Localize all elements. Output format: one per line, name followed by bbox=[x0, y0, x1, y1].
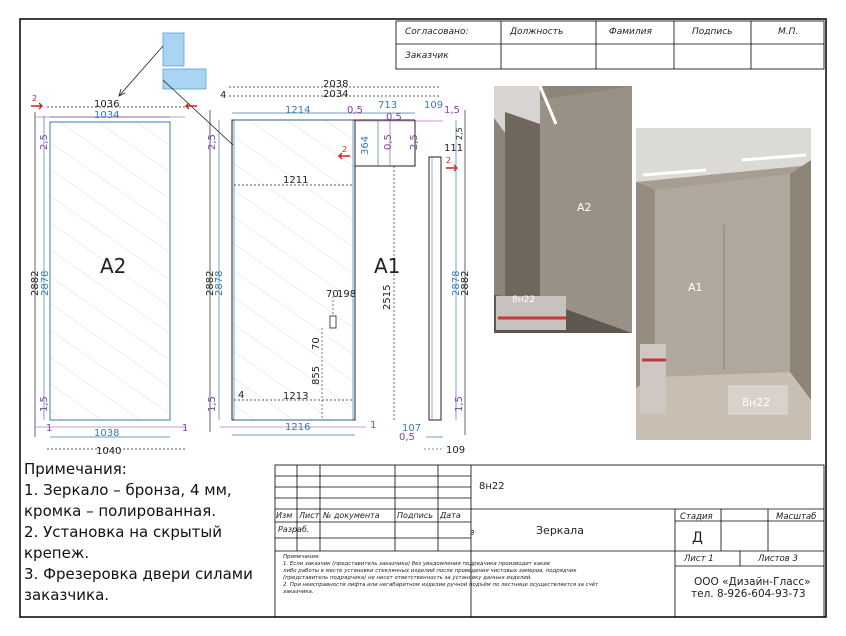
stage-label: Стадия bbox=[680, 512, 713, 522]
dim-a2-width-inner: 1034 bbox=[94, 110, 120, 121]
dim-a1-thickness-top: 4 bbox=[220, 90, 227, 101]
notes-line: 2. Установка на скрытый bbox=[24, 523, 223, 541]
dim-a2-width-bottom-inner: 1038 bbox=[94, 428, 120, 439]
company-phone: тел. 8-926-604-93-73 bbox=[691, 588, 806, 600]
approval-header-position: Должность bbox=[510, 27, 564, 37]
dim-a1-door-width-low: 1213 bbox=[283, 391, 309, 402]
developer-label: Разраб. bbox=[278, 525, 310, 534]
approval-customer-label: Заказчик bbox=[405, 51, 449, 61]
notes-line: 1. Зеркало – бронза, 4 мм, bbox=[24, 481, 232, 499]
dim-a1-door-height: 2515 bbox=[382, 284, 393, 310]
rev-header-signature: Подпись bbox=[397, 511, 433, 520]
dim-a1-gap-right: 0,5 bbox=[386, 112, 402, 123]
rev-header-date: Дата bbox=[440, 511, 461, 520]
notes-title: Примечания: bbox=[24, 460, 127, 478]
approval-header-signature: Подпись bbox=[692, 27, 733, 37]
dim-a1-hole-c: 70 bbox=[311, 337, 322, 350]
dim-side-gap-bottom: 1,5 bbox=[454, 396, 465, 412]
small-note-line: Примечания: bbox=[283, 554, 320, 560]
dim-a2-width-bottom-outer: 1040 bbox=[96, 446, 122, 457]
dim-side-height-inner: 2878 bbox=[451, 270, 462, 296]
dim-a1-thickness-bottom: 4 bbox=[238, 390, 245, 401]
dim-a2-gap-bottom: 1,5 bbox=[39, 396, 50, 412]
dim-side-bottom-width: 107 bbox=[402, 423, 422, 434]
approval-header-stamp: М.П. bbox=[778, 27, 799, 37]
dim-a1-hole-b: 198 bbox=[337, 289, 357, 300]
title-block-notes bbox=[283, 554, 673, 596]
dim-a1-height-inner: 2878 bbox=[214, 270, 225, 296]
dim-a2-small-right: 1 bbox=[182, 423, 189, 434]
notes-line: 3. Фрезеровка двери силами bbox=[24, 565, 253, 583]
dim-a1-right-width: 713 bbox=[378, 100, 398, 111]
small-note-line: 2. При неисправности лифта или негабаритном изделии ручной подъём по лестнице осуществляется за счёт bbox=[283, 582, 599, 588]
small-note-line: (представитель подрядчика) не несет ответственность за установку данных изделий. bbox=[283, 575, 532, 581]
rev-header-sheet: Лист bbox=[299, 511, 320, 520]
panel-a1-label: A1 bbox=[374, 254, 401, 278]
dim-a1-door-width-top: 1214 bbox=[285, 105, 311, 116]
small-note-line: 1. Если заказчик (представитель заказчика) без уведомления подрядчика производит какие bbox=[283, 561, 551, 567]
notes-line: заказчика. bbox=[24, 586, 110, 604]
photo-left bbox=[494, 86, 632, 333]
dim-a2-gap-top: 2,5 bbox=[39, 134, 50, 150]
dim-a1-gap-bottom: 1,5 bbox=[207, 396, 218, 412]
stage-value: Д bbox=[692, 530, 703, 546]
title-block-code: 8н22 bbox=[479, 481, 505, 492]
dim-a1-height-outer: 2882 bbox=[205, 270, 216, 296]
dim-a1-small-mark: 1 bbox=[370, 420, 377, 431]
dim-a2-height-outer: 2882 bbox=[30, 270, 41, 296]
dim-a1-hole-a: 70 bbox=[326, 289, 339, 300]
title-block-small-num: 3 bbox=[470, 529, 475, 537]
rev-header-change: Изм bbox=[276, 511, 293, 520]
dim-a1-handle-height: 855 bbox=[311, 365, 322, 385]
dim-a1-door-width-mid: 1211 bbox=[283, 175, 309, 186]
dim-side-height-outer: 2882 bbox=[460, 270, 471, 296]
photo-right bbox=[636, 128, 811, 440]
dim-side-bottom-gap: 0,5 bbox=[399, 432, 415, 443]
dim-a1-width-top-inner: 2034 bbox=[323, 89, 349, 100]
photo-right-box-label: 8н22 bbox=[742, 396, 771, 409]
dim-side-gap-top: 2,5 bbox=[455, 127, 464, 140]
arrow-mark-a1: 2 bbox=[342, 145, 348, 154]
rev-header-document: № документа bbox=[323, 511, 380, 520]
dim-a1-right-edge: 109 bbox=[424, 100, 444, 111]
notes-line: крепеж. bbox=[24, 544, 90, 562]
photo-left-label: A2 bbox=[577, 201, 592, 214]
dim-a1-gap-top: 2,5 bbox=[207, 134, 218, 150]
panel-a2-label: A2 bbox=[100, 254, 127, 278]
company-name: ООО «Дизайн-Гласс» bbox=[694, 576, 811, 588]
arrow-mark-side: 2 bbox=[446, 156, 452, 165]
notes-line: кромка – полированная. bbox=[24, 502, 217, 520]
dim-a1-upper-height: 364 bbox=[360, 135, 371, 155]
dim-a1-upper-gap: 0,5 bbox=[383, 134, 394, 150]
sheets-total-label: Листов 3 bbox=[758, 554, 798, 564]
small-note-line: либо работы в месте установки стеклянных изделий после проведения чистовых замеров, подрядчик bbox=[283, 568, 577, 574]
approval-agreed-label: Согласовано: bbox=[405, 27, 469, 37]
dim-a1-gap-mid: 0,5 bbox=[347, 105, 363, 116]
dim-side-bottom-outer: 109 bbox=[446, 445, 466, 456]
sheet-label: Лист 1 bbox=[684, 554, 714, 564]
small-note-line: заказчика. bbox=[283, 589, 314, 595]
photo-left-box-label: 8н22 bbox=[512, 295, 536, 305]
dim-a1-upper-gap2: 2,5 bbox=[409, 134, 420, 150]
notes-block bbox=[24, 459, 264, 606]
arrow-mark-a2: 2 bbox=[32, 94, 38, 103]
dim-a1-right-gap-small: 1,5 bbox=[444, 105, 460, 116]
dim-a1-door-width-bottom: 1216 bbox=[285, 422, 311, 433]
dim-a2-small-left: 1 bbox=[46, 423, 53, 434]
dim-a2-width-outer: 1036 bbox=[94, 99, 120, 110]
dim-a1-side-depth: 111 bbox=[444, 143, 464, 154]
drawing-name: Зеркала bbox=[536, 524, 584, 537]
approval-header-surname: Фамилия bbox=[609, 27, 652, 37]
photo-right-label: A1 bbox=[688, 281, 703, 294]
scale-label: Масштаб bbox=[776, 512, 817, 522]
dim-a2-height-inner: 2878 bbox=[40, 270, 51, 296]
dim-a1-width-top-outer: 2038 bbox=[323, 79, 349, 90]
